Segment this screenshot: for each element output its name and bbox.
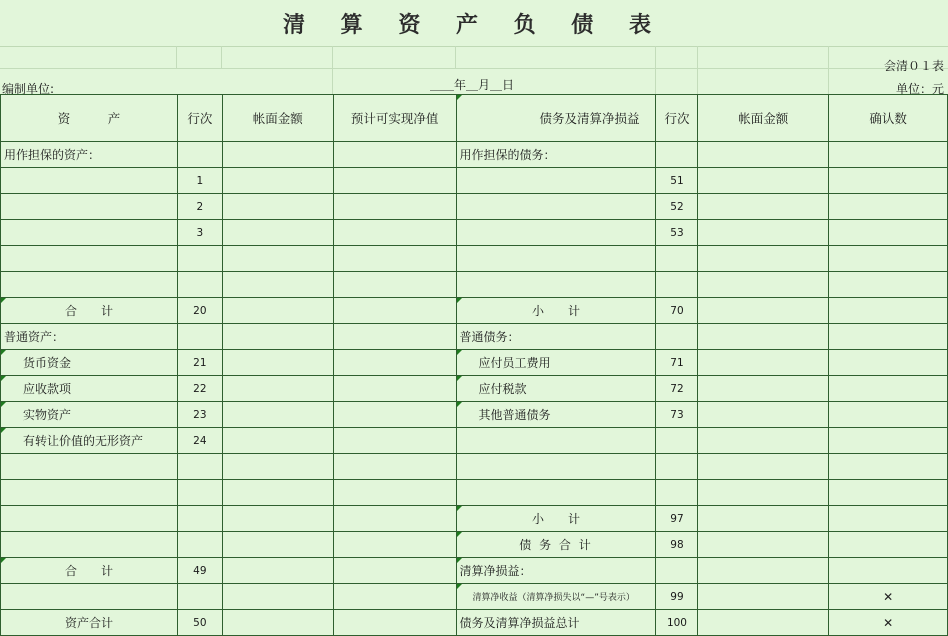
row-asset-book-amount bbox=[222, 324, 333, 350]
header-line-no: 行次 bbox=[177, 95, 222, 142]
table-row bbox=[1, 454, 948, 480]
table-row bbox=[1, 324, 948, 350]
row-liability-label: 小 计 bbox=[456, 506, 656, 532]
row-asset-label bbox=[1, 194, 178, 220]
row-asset-label: 合 计 bbox=[1, 298, 178, 324]
row-liability-book-amount bbox=[698, 324, 829, 350]
row-liability-line-no: 51 bbox=[656, 168, 698, 194]
header-line-no-2: 行次 bbox=[656, 95, 698, 142]
row-liability-book-amount bbox=[698, 558, 829, 584]
row-asset-line-no: 23 bbox=[177, 402, 222, 428]
row-confirmed bbox=[829, 168, 948, 194]
table-row bbox=[1, 142, 948, 168]
row-asset-book-amount bbox=[222, 194, 333, 220]
row-confirmed bbox=[829, 298, 948, 324]
row-liability-book-amount bbox=[698, 454, 829, 480]
row-asset-line-no bbox=[177, 142, 222, 168]
row-liability-book-amount bbox=[698, 350, 829, 376]
row-confirmed bbox=[829, 376, 948, 402]
row-asset-line-no bbox=[177, 532, 222, 558]
row-asset-line-no: 50 bbox=[177, 610, 222, 636]
row-liability-book-amount bbox=[698, 402, 829, 428]
row-asset-line-no bbox=[177, 246, 222, 272]
row-asset-line-no bbox=[177, 584, 222, 610]
row-liability-book-amount bbox=[698, 194, 829, 220]
row-asset-book-amount bbox=[222, 558, 333, 584]
date-line: ＿＿年＿月＿日 bbox=[430, 78, 515, 92]
table-row bbox=[1, 558, 948, 584]
form-code: 会清０１表 bbox=[883, 59, 944, 73]
header-realizable-value: 预计可实现净值 bbox=[333, 95, 456, 142]
row-asset-realizable-value bbox=[333, 532, 456, 558]
table-row bbox=[1, 376, 948, 402]
row-asset-realizable-value bbox=[333, 272, 456, 298]
row-asset-book-amount bbox=[222, 610, 333, 636]
row-asset-book-amount bbox=[222, 272, 333, 298]
row-liability-label: 小 计 bbox=[456, 298, 656, 324]
row-liability-line-no: 73 bbox=[656, 402, 698, 428]
row-liability-line-no bbox=[656, 272, 698, 298]
header-liabilities: 债务及清算净损益 bbox=[456, 95, 656, 142]
row-liability-line-no: 100 bbox=[656, 610, 698, 636]
row-asset-line-no bbox=[177, 480, 222, 506]
unit-label: 单位：元 bbox=[895, 82, 944, 96]
row-asset-line-no: 3 bbox=[177, 220, 222, 246]
row-liability-book-amount bbox=[698, 506, 829, 532]
table-row bbox=[1, 402, 948, 428]
row-asset-book-amount bbox=[222, 142, 333, 168]
row-confirmed: ✕ bbox=[829, 584, 948, 610]
row-asset-label bbox=[1, 506, 178, 532]
row-confirmed bbox=[829, 558, 948, 584]
row-liability-label: 应付员工费用 bbox=[456, 350, 656, 376]
row-asset-realizable-value bbox=[333, 194, 456, 220]
row-liability-line-no: 70 bbox=[656, 298, 698, 324]
row-asset-label: 资产合计 bbox=[1, 610, 178, 636]
row-asset-line-no bbox=[177, 506, 222, 532]
row-asset-label: 应收款项 bbox=[1, 376, 178, 402]
row-asset-label bbox=[1, 220, 178, 246]
row-asset-book-amount bbox=[222, 402, 333, 428]
row-asset-label: 有转让价值的无形资产 bbox=[1, 428, 178, 454]
row-confirmed: ✕ bbox=[829, 610, 948, 636]
row-asset-realizable-value bbox=[333, 558, 456, 584]
header-assets: 资 产 bbox=[1, 95, 178, 142]
row-liability-line-no: 98 bbox=[656, 532, 698, 558]
row-asset-label bbox=[1, 532, 178, 558]
row-asset-line-no bbox=[177, 324, 222, 350]
row-asset-realizable-value bbox=[333, 350, 456, 376]
row-liability-line-no bbox=[656, 246, 698, 272]
row-liability-label bbox=[456, 480, 656, 506]
row-asset-realizable-value bbox=[333, 220, 456, 246]
row-liability-book-amount bbox=[698, 298, 829, 324]
row-liability-label bbox=[456, 428, 656, 454]
row-asset-label bbox=[1, 272, 178, 298]
row-liability-line-no bbox=[656, 142, 698, 168]
row-asset-line-no: 1 bbox=[177, 168, 222, 194]
table-row bbox=[1, 168, 948, 194]
row-liability-book-amount bbox=[698, 168, 829, 194]
row-asset-label bbox=[1, 168, 178, 194]
row-asset-book-amount bbox=[222, 454, 333, 480]
table-row bbox=[1, 246, 948, 272]
row-liability-line-no bbox=[656, 558, 698, 584]
row-liability-book-amount bbox=[698, 584, 829, 610]
row-asset-book-amount bbox=[222, 428, 333, 454]
table-row bbox=[1, 272, 948, 298]
table-row bbox=[1, 350, 948, 376]
row-confirmed bbox=[829, 454, 948, 480]
row-asset-book-amount bbox=[222, 246, 333, 272]
row-asset-realizable-value bbox=[333, 376, 456, 402]
table-row bbox=[1, 194, 948, 220]
row-liability-label bbox=[456, 272, 656, 298]
row-asset-line-no: 22 bbox=[177, 376, 222, 402]
row-asset-book-amount bbox=[222, 584, 333, 610]
row-asset-line-no: 21 bbox=[177, 350, 222, 376]
header-book-amount-2: 帐面金额 bbox=[698, 95, 829, 142]
row-asset-book-amount bbox=[222, 220, 333, 246]
row-confirmed bbox=[829, 428, 948, 454]
row-liability-label bbox=[456, 194, 656, 220]
row-asset-label bbox=[1, 480, 178, 506]
table-row bbox=[1, 220, 948, 246]
row-liability-book-amount bbox=[698, 428, 829, 454]
row-asset-line-no: 24 bbox=[177, 428, 222, 454]
row-asset-realizable-value bbox=[333, 246, 456, 272]
row-asset-realizable-value bbox=[333, 402, 456, 428]
row-asset-book-amount bbox=[222, 350, 333, 376]
table-row bbox=[1, 428, 948, 454]
row-asset-line-no bbox=[177, 454, 222, 480]
row-liability-line-no bbox=[656, 324, 698, 350]
row-liability-line-no: 97 bbox=[656, 506, 698, 532]
row-liability-book-amount bbox=[698, 480, 829, 506]
row-liability-book-amount bbox=[698, 142, 829, 168]
row-asset-label: 用作担保的资产： bbox=[1, 142, 178, 168]
row-asset-realizable-value bbox=[333, 454, 456, 480]
row-liability-label: 债 务 合 计 bbox=[456, 532, 656, 558]
row-asset-book-amount bbox=[222, 480, 333, 506]
table-row bbox=[1, 298, 948, 324]
row-liability-label: 其他普通债务 bbox=[456, 402, 656, 428]
row-asset-realizable-value bbox=[333, 610, 456, 636]
table-row bbox=[1, 532, 948, 558]
row-liability-label: 清算净损益： bbox=[456, 558, 656, 584]
row-liability-line-no: 71 bbox=[656, 350, 698, 376]
row-asset-realizable-value bbox=[333, 428, 456, 454]
header-confirmed: 确认数 bbox=[829, 95, 948, 142]
row-asset-label: 合 计 bbox=[1, 558, 178, 584]
row-asset-label: 普通资产： bbox=[1, 324, 178, 350]
header-book-amount: 帐面金额 bbox=[222, 95, 333, 142]
table-row bbox=[1, 480, 948, 506]
row-asset-realizable-value bbox=[333, 480, 456, 506]
row-asset-realizable-value bbox=[333, 506, 456, 532]
row-asset-realizable-value bbox=[333, 324, 456, 350]
row-liability-label bbox=[456, 246, 656, 272]
row-asset-book-amount bbox=[222, 168, 333, 194]
row-confirmed bbox=[829, 532, 948, 558]
row-liability-label bbox=[456, 220, 656, 246]
row-liability-book-amount bbox=[698, 610, 829, 636]
row-confirmed bbox=[829, 220, 948, 246]
row-liability-label bbox=[456, 454, 656, 480]
row-asset-line-no: 49 bbox=[177, 558, 222, 584]
row-liability-line-no: 52 bbox=[656, 194, 698, 220]
row-confirmed bbox=[829, 402, 948, 428]
row-liability-label: 清算净收益（清算净损失以“—”号表示） bbox=[456, 584, 656, 610]
row-liability-book-amount bbox=[698, 220, 829, 246]
row-liability-label: 用作担保的债务： bbox=[456, 142, 656, 168]
row-asset-line-no bbox=[177, 272, 222, 298]
compiler-label: 编制单位: bbox=[2, 82, 55, 96]
row-asset-line-no: 2 bbox=[177, 194, 222, 220]
row-asset-book-amount bbox=[222, 376, 333, 402]
row-liability-book-amount bbox=[698, 272, 829, 298]
row-confirmed bbox=[829, 506, 948, 532]
row-asset-book-amount bbox=[222, 298, 333, 324]
row-asset-label: 货币资金 bbox=[1, 350, 178, 376]
row-liability-book-amount bbox=[698, 376, 829, 402]
row-liability-label bbox=[456, 168, 656, 194]
sheet-title: 清 算 资 产 负 债 表 bbox=[0, 0, 948, 47]
row-liability-label: 债务及清算净损益总计 bbox=[456, 610, 656, 636]
row-liability-line-no bbox=[656, 480, 698, 506]
row-asset-line-no: 20 bbox=[177, 298, 222, 324]
row-confirmed bbox=[829, 480, 948, 506]
table-row bbox=[1, 610, 948, 636]
row-asset-realizable-value bbox=[333, 584, 456, 610]
row-liability-line-no: 72 bbox=[656, 376, 698, 402]
row-liability-line-no: 53 bbox=[656, 220, 698, 246]
balance-table bbox=[0, 94, 948, 636]
row-asset-label bbox=[1, 454, 178, 480]
row-asset-book-amount bbox=[222, 532, 333, 558]
row-liability-book-amount bbox=[698, 532, 829, 558]
row-asset-book-amount bbox=[222, 506, 333, 532]
row-liability-line-no bbox=[656, 428, 698, 454]
row-liability-line-no bbox=[656, 454, 698, 480]
row-asset-realizable-value bbox=[333, 298, 456, 324]
row-confirmed bbox=[829, 194, 948, 220]
row-asset-label bbox=[1, 246, 178, 272]
row-asset-realizable-value bbox=[333, 142, 456, 168]
row-liability-label: 应付税款 bbox=[456, 376, 656, 402]
row-confirmed bbox=[829, 272, 948, 298]
row-confirmed bbox=[829, 350, 948, 376]
table-header-row bbox=[1, 95, 948, 142]
table-row bbox=[1, 584, 948, 610]
row-liability-line-no: 99 bbox=[656, 584, 698, 610]
row-confirmed bbox=[829, 142, 948, 168]
table-row bbox=[1, 506, 948, 532]
row-asset-realizable-value bbox=[333, 168, 456, 194]
row-confirmed bbox=[829, 324, 948, 350]
row-asset-label: 实物资产 bbox=[1, 402, 178, 428]
row-liability-label: 普通债务： bbox=[456, 324, 656, 350]
row-confirmed bbox=[829, 246, 948, 272]
row-asset-label bbox=[1, 584, 178, 610]
row-liability-book-amount bbox=[698, 246, 829, 272]
